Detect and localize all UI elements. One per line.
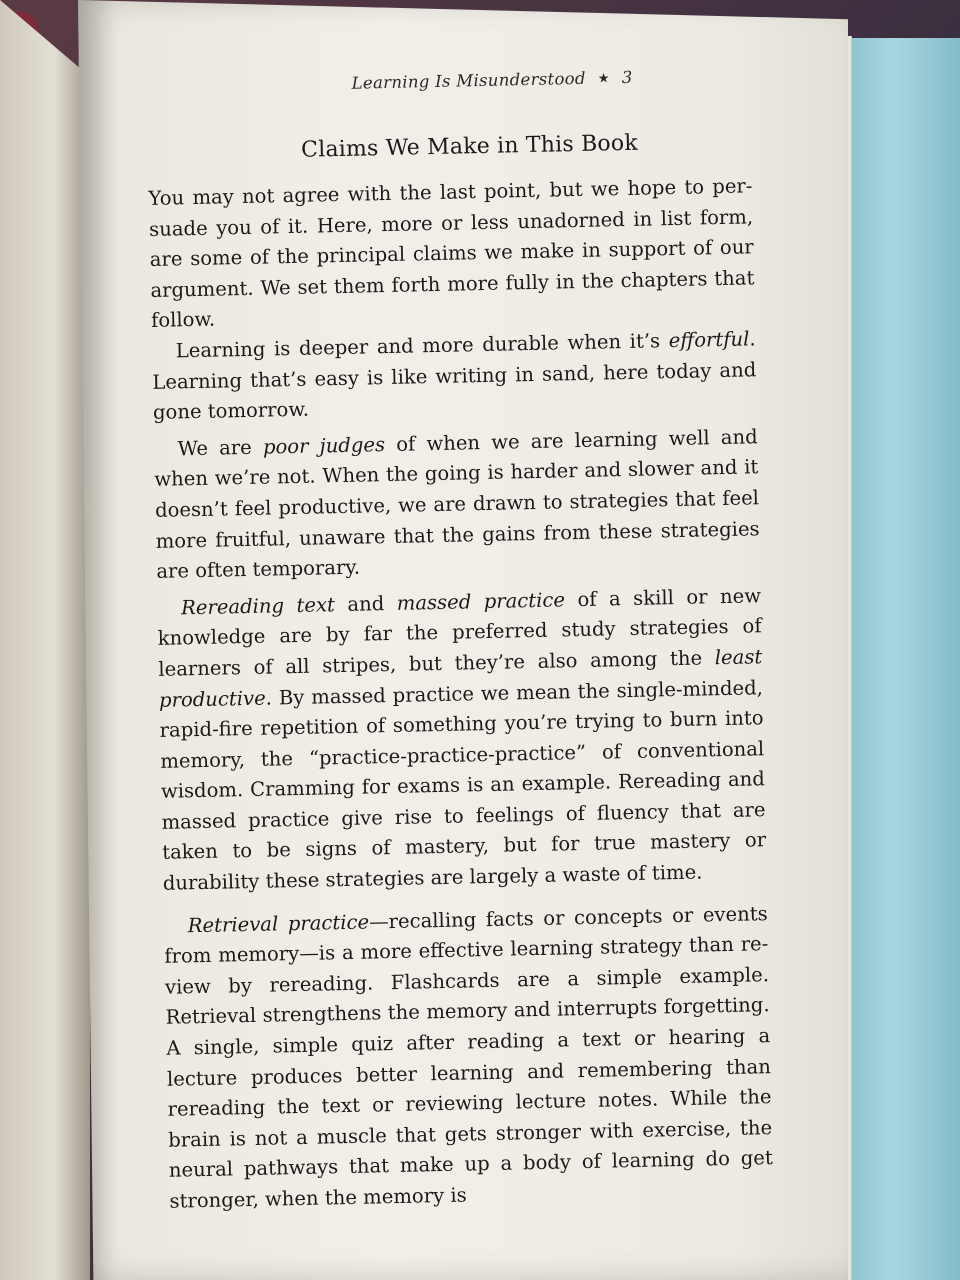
section-heading: Claims We Make in This Book <box>300 130 639 163</box>
text-run: of a skill or new knowledge are by far the preferred study strategies of learners of all stripes, but they’re also among the <box>157 583 762 681</box>
running-head-title: Learning Is Misunderstood <box>351 68 586 93</box>
paragraph <box>157 581 767 900</box>
page-text <box>146 65 774 1217</box>
italic-text: Retrieval practice <box>187 910 370 937</box>
text-run: Learning is deeper and more durable when it’s <box>175 329 669 363</box>
italic-text: effortful <box>668 327 750 353</box>
paragraph <box>153 422 760 588</box>
italic-text: least productive <box>158 645 763 712</box>
text-run: —recalling facts or concepts or events from memory—is a more effective learning strategy than review by rereading. Flashcards are a simple example. Retrieval strengthens the memory and interrupts forgetting. A single, simple quiz after reading a text or hearing a lecture produces better learning and remembering than rereading the text or reviewing lecture notes. While the brain is not a muscle that gets stronger with exercise, the neural pathways that make up a body of learning do get stronger, when the memory is <box>164 901 773 1213</box>
star-icon: ★ <box>597 71 610 87</box>
paragraph <box>151 324 757 428</box>
italic-text: Rereading text <box>180 592 336 620</box>
text-run: . By massed practice we mean the single-minded, rapid-fire repetition of something you’re trying to burn into memory, the “practice-practice-practice” of conventional wisdom. Cramming for exams is an example. Rereading and massed practice give rise to feelings of fluency that are taken to be signs of mastery, but for true mastery or durability these strategies are largely a waste of time. <box>159 675 767 895</box>
italic-text: massed practice <box>396 588 566 615</box>
book-cover-edge <box>848 38 960 1280</box>
text-run: . Learning that’s easy is like writing in sand, here today and gone tomorrow. <box>152 327 757 425</box>
text-run: and <box>334 591 397 616</box>
paragraph <box>148 171 755 337</box>
paragraph <box>163 899 773 1218</box>
italic-text: poor judges <box>262 432 386 459</box>
text-run: of when we are learning well and when we’re not. When the going is harder and slower and it doesn’t feel productive, we are drawn to strategies that feel more fruitful, unaware that the gains from these strategies are often temporary. <box>154 425 760 584</box>
left-page-edge <box>0 0 90 1280</box>
text-run: You may not agree with the last point, but we hope to persuade you of it. Here, more or less unadorned in list form, are some of the principal claims we make in support of our argument. We set them forth more fully in the chapters that follow. <box>148 174 755 333</box>
page-number: 3 <box>621 67 633 88</box>
text-run: We are <box>177 435 264 461</box>
